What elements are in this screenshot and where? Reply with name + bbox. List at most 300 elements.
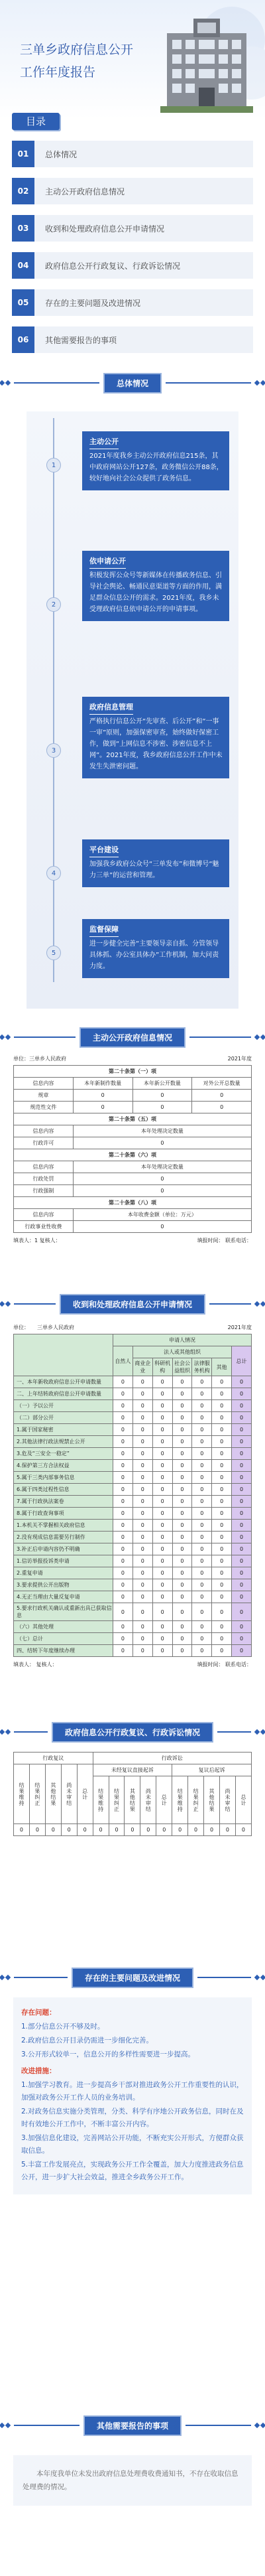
section-title: 存在的主要问题及改进情况 bbox=[72, 1968, 193, 1988]
cell: 0 bbox=[73, 1221, 251, 1233]
table-row bbox=[14, 1496, 252, 1508]
other-text: 本年度我单位未发出政府信息处理费收费通知书，不存在收取信息处理费的情况。 bbox=[23, 2470, 238, 2491]
row-label: 7.属于行政执法案卷 bbox=[14, 1496, 113, 1508]
cell: 0 bbox=[172, 1520, 192, 1532]
cell: 0 bbox=[152, 1460, 172, 1472]
cell: 0 bbox=[232, 1532, 252, 1543]
cell: 0 bbox=[73, 1137, 251, 1149]
cell: 0 bbox=[113, 1603, 133, 1621]
fix-item: 2.对政务信息实施分类管理，分类、科学有序地公开政务信息，同时在及时有效地公开工作中，不断丰富公开内容。 bbox=[21, 2108, 244, 2128]
cell: 0 bbox=[45, 1824, 61, 1836]
cell: 0 bbox=[113, 1633, 133, 1645]
toc-item-1[interactable] bbox=[12, 141, 253, 167]
toc-num: 03 bbox=[12, 215, 34, 242]
cell: 0 bbox=[192, 1633, 212, 1645]
toc-item-4[interactable] bbox=[12, 252, 253, 279]
cell: 0 bbox=[113, 1424, 133, 1436]
cell: 0 bbox=[152, 1376, 172, 1388]
cell: 0 bbox=[232, 1621, 252, 1633]
cell: 0 bbox=[132, 1472, 152, 1484]
cell: 0 bbox=[172, 1388, 192, 1400]
row-label: （二）部分公开 bbox=[14, 1412, 113, 1424]
col-header: 其他结果 bbox=[125, 1776, 140, 1824]
row-label: 3.要求提供公开出版物 bbox=[14, 1579, 113, 1591]
cell: 0 bbox=[132, 1633, 152, 1645]
col-header: 法律服务机构 bbox=[192, 1358, 212, 1376]
cell: 0 bbox=[192, 1424, 212, 1436]
ornament-icon bbox=[255, 1975, 265, 1979]
table-row bbox=[14, 1579, 252, 1591]
cell: 0 bbox=[232, 1567, 252, 1579]
toc-item-6[interactable] bbox=[12, 326, 253, 353]
cell: 0 bbox=[192, 1484, 212, 1496]
row-label: 4.保护第三方合法权益 bbox=[14, 1460, 113, 1472]
col-header: 结果纠正 bbox=[188, 1776, 204, 1824]
year-label: 2021年度 bbox=[227, 1056, 252, 1062]
cell: 0 bbox=[113, 1400, 133, 1412]
col-header: 本年收费金额（单位：万元） bbox=[73, 1209, 251, 1221]
col-header: 对外公开总数量 bbox=[192, 1078, 252, 1090]
cell: 0 bbox=[132, 1496, 152, 1508]
cell: 0 bbox=[172, 1448, 192, 1460]
table-row bbox=[14, 1424, 252, 1436]
timeline-box bbox=[82, 551, 229, 621]
cell: 0 bbox=[132, 1579, 152, 1591]
cell: 0 bbox=[192, 1102, 252, 1113]
cell: 0 bbox=[113, 1460, 133, 1472]
applications-table bbox=[13, 1324, 252, 1668]
cell: 0 bbox=[132, 1436, 152, 1448]
row-label: 5.属于三类内部事务信息 bbox=[14, 1472, 113, 1484]
cell: 0 bbox=[232, 1484, 252, 1496]
row-label: 一、本年新收政府信息公开申请数量 bbox=[14, 1376, 113, 1388]
cell: 0 bbox=[113, 1448, 133, 1460]
cell: 0 bbox=[212, 1376, 232, 1388]
toc-item-5[interactable] bbox=[12, 289, 253, 316]
problem-item: 1.部分信息公开不够及时。 bbox=[21, 2023, 105, 2031]
cell: 0 bbox=[113, 1532, 133, 1543]
step-title: 依申请公开 bbox=[89, 555, 126, 569]
cell: 0 bbox=[152, 1567, 172, 1579]
col-header: 社会公益组织 bbox=[172, 1358, 192, 1376]
cell: 0 bbox=[172, 1400, 192, 1412]
toc-item-3[interactable] bbox=[12, 215, 253, 242]
cell: 0 bbox=[192, 1543, 212, 1555]
cell: 0 bbox=[192, 1508, 212, 1520]
cell: 0 bbox=[192, 1555, 212, 1567]
table-row bbox=[14, 1400, 252, 1412]
government-building-image bbox=[160, 13, 253, 113]
unit-label: 单位： 三单乡人民政府 bbox=[13, 1324, 74, 1330]
active-disclosure-table bbox=[13, 1055, 252, 1244]
ornament-icon bbox=[0, 1730, 10, 1734]
cell: 0 bbox=[152, 1496, 172, 1508]
cell: 0 bbox=[73, 1173, 251, 1185]
step-title: 监督保障 bbox=[89, 924, 119, 937]
col-header: 其他结果 bbox=[204, 1776, 220, 1824]
cell: 0 bbox=[192, 1621, 212, 1633]
cell: 0 bbox=[192, 1448, 212, 1460]
cell: 0 bbox=[172, 1645, 192, 1657]
cell: 0 bbox=[152, 1555, 172, 1567]
cell: 行政许可 bbox=[14, 1137, 74, 1149]
toc-num: 04 bbox=[12, 252, 34, 279]
cell: 0 bbox=[14, 1824, 30, 1836]
cell: 0 bbox=[232, 1400, 252, 1412]
cell: 行政事业性收费 bbox=[14, 1221, 74, 1233]
col-header: 结果维持 bbox=[93, 1776, 109, 1824]
row-label: 1.属于国家秘密 bbox=[14, 1424, 113, 1436]
section-title: 收到和处理政府信息公开申请情况 bbox=[60, 1294, 205, 1315]
cell: 0 bbox=[152, 1448, 172, 1460]
cell: 0 bbox=[132, 1376, 152, 1388]
col-header: 总计 bbox=[235, 1776, 251, 1824]
cell: 0 bbox=[152, 1472, 172, 1484]
step-number: 1 bbox=[46, 458, 61, 472]
footer-left: 填表人：1 复核人： bbox=[13, 1238, 61, 1244]
col-header: 行政诉讼 bbox=[93, 1753, 251, 1764]
cell: 行政处罚 bbox=[14, 1173, 74, 1185]
cell: 0 bbox=[132, 1543, 152, 1555]
toc-num: 01 bbox=[12, 141, 34, 167]
cell: 0 bbox=[204, 1824, 220, 1836]
cell: 0 bbox=[172, 1424, 192, 1436]
cell: 0 bbox=[172, 1555, 192, 1567]
table-subhead: 第二十条第（六）项 bbox=[14, 1149, 252, 1161]
cell: 0 bbox=[113, 1621, 133, 1633]
section-title: 总体情况 bbox=[103, 373, 162, 394]
row-label: 3.补正后申请内容仍不明确 bbox=[14, 1543, 113, 1555]
row-label: 5.要求行政机关确认或重新出具已获取信息 bbox=[14, 1603, 113, 1621]
timeline-box bbox=[82, 839, 229, 887]
cell: 0 bbox=[172, 1603, 192, 1621]
cell: 0 bbox=[152, 1543, 172, 1555]
step-number: 2 bbox=[46, 597, 61, 612]
cell: 0 bbox=[113, 1472, 133, 1484]
cell: 0 bbox=[232, 1496, 252, 1508]
col-header: 信息内容 bbox=[14, 1161, 74, 1173]
toc-badge: 目录 bbox=[12, 113, 60, 130]
col-header: 本年新制作数量 bbox=[73, 1078, 132, 1090]
row-label: 四、结转下年度继续办理 bbox=[14, 1645, 113, 1657]
table-row bbox=[14, 1472, 252, 1484]
cell: 0 bbox=[113, 1645, 133, 1657]
row-label: 1.本机关不掌握相关政府信息 bbox=[14, 1520, 113, 1532]
cell: 0 bbox=[152, 1388, 172, 1400]
cell: 0 bbox=[152, 1520, 172, 1532]
step-text: 进一步健全完善“主要领导亲自抓、分管领导具体抓、办公室具体办”工作机制，加大问责力度。 bbox=[89, 940, 219, 970]
cell: 0 bbox=[132, 1090, 192, 1102]
footer-right: 填报时间： 联系电话： bbox=[197, 1662, 252, 1668]
cell: 0 bbox=[172, 1591, 192, 1603]
cell: 0 bbox=[172, 1621, 192, 1633]
cell: 0 bbox=[232, 1376, 252, 1388]
step-text: 加强我乡政府公众号“三单发布”和微博号“魅力三单”的运营和管理。 bbox=[89, 861, 219, 879]
step-text: 积极发挥公众号等新媒体在传播政务信息、引导社会舆论、畅通民意渠道等方面的作用，满足群众信息公开的需求。2021年度，我乡未受理政府信息依申请公开的申请事项。 bbox=[89, 572, 222, 613]
year-label: 2021年度 bbox=[227, 1324, 252, 1330]
section-title: 主动公开政府信息情况 bbox=[80, 1027, 186, 1048]
table-row bbox=[14, 1460, 252, 1472]
cell: 0 bbox=[192, 1472, 212, 1484]
table-row bbox=[14, 1173, 252, 1185]
row-label: 2.其他法律行政法规禁止公开 bbox=[14, 1436, 113, 1448]
cell: 0 bbox=[232, 1579, 252, 1591]
step-text: 2021年度我乡主动公开政府信息215条，其中政府网站公开127条，政务微信公开88条，较好地向社会公众提供了政务信息。 bbox=[89, 453, 223, 482]
section-title: 政府信息公开行政复议、行政诉讼情况 bbox=[52, 1722, 213, 1743]
col-header: 尚未审结 bbox=[61, 1764, 77, 1824]
cell: 0 bbox=[132, 1603, 152, 1621]
cell: 0 bbox=[192, 1090, 252, 1102]
cell: 0 bbox=[232, 1388, 252, 1400]
section-header-review-litigation bbox=[0, 1722, 265, 1742]
cell: 0 bbox=[235, 1824, 251, 1836]
timeline-line bbox=[53, 418, 54, 982]
cell: 0 bbox=[172, 1508, 192, 1520]
cell: 0 bbox=[212, 1645, 232, 1657]
cell: 0 bbox=[132, 1508, 152, 1520]
table-row bbox=[14, 1412, 252, 1424]
section-header-active-disclosure bbox=[0, 1027, 265, 1047]
cell: 0 bbox=[192, 1376, 212, 1388]
cell: 0 bbox=[212, 1621, 232, 1633]
cell: 0 bbox=[73, 1102, 132, 1113]
cell: 0 bbox=[61, 1824, 77, 1836]
col-header: 信息内容 bbox=[14, 1125, 74, 1137]
cell: 0 bbox=[152, 1436, 172, 1448]
ornament-icon bbox=[255, 1302, 265, 1306]
cell: 0 bbox=[152, 1603, 172, 1621]
table-row bbox=[14, 1388, 252, 1400]
cell: 0 bbox=[172, 1633, 192, 1645]
cell: 0 bbox=[132, 1102, 192, 1113]
row-label: 8.属于行政查询事项 bbox=[14, 1508, 113, 1520]
table-row bbox=[14, 1436, 252, 1448]
section-header-applications bbox=[0, 1294, 265, 1314]
cell: 0 bbox=[172, 1543, 192, 1555]
col-header: 本年处理决定数量 bbox=[73, 1161, 251, 1173]
cell: 0 bbox=[192, 1532, 212, 1543]
cell: 0 bbox=[132, 1484, 152, 1496]
table-of-contents bbox=[12, 141, 253, 364]
table-subhead: 第二十条第（八）项 bbox=[14, 1197, 252, 1209]
table-subhead: 第二十条第（五）项 bbox=[14, 1113, 252, 1125]
cell: 0 bbox=[152, 1645, 172, 1657]
ornament-icon bbox=[0, 2423, 10, 2427]
col-header: 未经复议直接起诉 bbox=[93, 1764, 172, 1776]
table-row bbox=[14, 1508, 252, 1520]
cell: 0 bbox=[192, 1460, 212, 1472]
cell: 0 bbox=[152, 1400, 172, 1412]
col-header: 尚未审结 bbox=[219, 1776, 235, 1824]
cell: 0 bbox=[192, 1591, 212, 1603]
cell: 0 bbox=[212, 1579, 232, 1591]
cell: 0 bbox=[192, 1645, 212, 1657]
cell: 0 bbox=[212, 1591, 232, 1603]
cell: 行政强制 bbox=[14, 1185, 74, 1197]
cell: 0 bbox=[113, 1579, 133, 1591]
row-label: （一）予以公开 bbox=[14, 1400, 113, 1412]
step-number: 4 bbox=[46, 866, 61, 881]
cell: 0 bbox=[219, 1824, 235, 1836]
cell: 0 bbox=[156, 1824, 172, 1836]
col-header: 结果维持 bbox=[172, 1776, 188, 1824]
cell: 0 bbox=[232, 1645, 252, 1657]
table-row bbox=[14, 1645, 252, 1657]
table-row bbox=[14, 1824, 252, 1836]
cell: 0 bbox=[113, 1591, 133, 1603]
cell: 0 bbox=[152, 1508, 172, 1520]
cell: 0 bbox=[192, 1400, 212, 1412]
cell: 0 bbox=[192, 1520, 212, 1532]
col-header: 结果纠正 bbox=[109, 1776, 125, 1824]
table-row bbox=[14, 1137, 252, 1149]
cell: 0 bbox=[152, 1621, 172, 1633]
toc-label: 收到和处理政府信息公开申请情况 bbox=[45, 224, 165, 234]
cell: 0 bbox=[192, 1436, 212, 1448]
table-row bbox=[14, 1185, 252, 1197]
cell: 0 bbox=[172, 1460, 192, 1472]
cell: 0 bbox=[188, 1824, 204, 1836]
toc-label: 主动公开政府信息情况 bbox=[45, 186, 125, 196]
cell: 0 bbox=[212, 1484, 232, 1496]
cell: 0 bbox=[152, 1591, 172, 1603]
table-row bbox=[14, 1621, 252, 1633]
cell: 0 bbox=[212, 1472, 232, 1484]
table-row bbox=[14, 1543, 252, 1555]
cell: 0 bbox=[212, 1436, 232, 1448]
ornament-icon bbox=[0, 1975, 10, 1979]
col-header: 尚未审结 bbox=[140, 1776, 156, 1824]
toc-label: 政府信息公开行政复议、行政诉讼情况 bbox=[45, 261, 181, 271]
table-row bbox=[14, 1532, 252, 1543]
table-row bbox=[14, 1603, 252, 1621]
ornament-icon bbox=[0, 1302, 10, 1306]
col-header: 总计 bbox=[232, 1346, 252, 1376]
cell: 0 bbox=[212, 1460, 232, 1472]
table-row bbox=[14, 1567, 252, 1579]
col-header: 科研机构 bbox=[152, 1358, 172, 1376]
cell: 0 bbox=[232, 1448, 252, 1460]
table-row bbox=[14, 1448, 252, 1460]
section-header-other bbox=[0, 2415, 265, 2435]
table-row bbox=[14, 1221, 252, 1233]
cell: 0 bbox=[113, 1543, 133, 1555]
cell: 0 bbox=[192, 1603, 212, 1621]
cell: 0 bbox=[212, 1543, 232, 1555]
col-header: 商业企业 bbox=[132, 1358, 152, 1376]
cell: 规章 bbox=[14, 1090, 74, 1102]
col-header: 自然人 bbox=[113, 1346, 133, 1376]
row-label: 2.没有现成信息需要另行制作 bbox=[14, 1532, 113, 1543]
cell: 0 bbox=[232, 1412, 252, 1424]
cell: 0 bbox=[73, 1090, 132, 1102]
row-label: 6.属于四类过程性信息 bbox=[14, 1484, 113, 1496]
cell: 0 bbox=[113, 1388, 133, 1400]
cell: 0 bbox=[232, 1633, 252, 1645]
cell: 0 bbox=[232, 1555, 252, 1567]
cell: 0 bbox=[152, 1412, 172, 1424]
page-title: 三单乡政府信息公开 工作年度报告 bbox=[20, 42, 134, 80]
step-title: 主动公开 bbox=[89, 436, 119, 449]
cell: 0 bbox=[212, 1555, 232, 1567]
corner-cell bbox=[14, 1334, 113, 1376]
cell: 0 bbox=[132, 1555, 152, 1567]
fixes-heading: 改进措施： bbox=[21, 2067, 56, 2075]
col-header: 信息内容 bbox=[14, 1209, 74, 1221]
cell: 0 bbox=[212, 1603, 232, 1621]
cell: 0 bbox=[132, 1448, 152, 1460]
cell: 0 bbox=[172, 1436, 192, 1448]
problem-item: 3.公开形式较单一，信息公开的多样性需要进一步提高。 bbox=[21, 2050, 195, 2058]
row-label: 3.危及“三安全一稳定” bbox=[14, 1448, 113, 1460]
col-header: 结果纠正 bbox=[29, 1764, 45, 1824]
cell: 0 bbox=[132, 1520, 152, 1532]
cell: 0 bbox=[113, 1376, 133, 1388]
cell: 0 bbox=[125, 1824, 140, 1836]
cell: 0 bbox=[113, 1436, 133, 1448]
footer-left: 填表人： 复核人： bbox=[13, 1662, 58, 1668]
col-header: 总计 bbox=[77, 1764, 93, 1824]
cell: 规范性文件 bbox=[14, 1102, 74, 1113]
section-header-overall bbox=[0, 373, 265, 393]
cell: 0 bbox=[212, 1400, 232, 1412]
unit-label: 单位：三单乡人民政府 bbox=[13, 1056, 66, 1062]
cell: 0 bbox=[172, 1567, 192, 1579]
cell: 0 bbox=[232, 1424, 252, 1436]
fix-item: 1.加强学习教育。进一步提高乡干部对推进政务公开工作重要性的认识，加强对政务公开工作人员的业务培训。 bbox=[21, 2081, 244, 2102]
row-label: 4.无正当理由大量反复申请 bbox=[14, 1591, 113, 1603]
fix-item: 3.加强信息化建设，完善网站公开功能，不断充实公开形式，方便群众获取信息。 bbox=[21, 2134, 244, 2155]
table-row bbox=[14, 1102, 252, 1113]
cell: 0 bbox=[172, 1496, 192, 1508]
cell: 0 bbox=[132, 1645, 152, 1657]
cell: 0 bbox=[73, 1185, 251, 1197]
col-header: 总计 bbox=[156, 1776, 172, 1824]
footer-right: 填报时间： 联系电话： bbox=[197, 1238, 252, 1244]
toc-item-2[interactable] bbox=[12, 178, 253, 204]
cell: 0 bbox=[212, 1520, 232, 1532]
cell: 0 bbox=[212, 1567, 232, 1579]
cell: 0 bbox=[212, 1424, 232, 1436]
cell: 0 bbox=[172, 1376, 192, 1388]
cell: 0 bbox=[140, 1824, 156, 1836]
cell: 0 bbox=[109, 1824, 125, 1836]
col-header: 法人或其他组织 bbox=[132, 1346, 231, 1358]
cell: 0 bbox=[113, 1508, 133, 1520]
toc-label: 其他需要报告的事项 bbox=[45, 335, 117, 345]
col-header: 申请人情况 bbox=[113, 1334, 252, 1346]
cell: 0 bbox=[232, 1508, 252, 1520]
step-number: 3 bbox=[46, 743, 61, 758]
toc-label: 存在的主要问题及改进情况 bbox=[45, 298, 141, 308]
cell: 0 bbox=[212, 1448, 232, 1460]
cell: 0 bbox=[113, 1567, 133, 1579]
cell: 0 bbox=[132, 1621, 152, 1633]
cell: 0 bbox=[113, 1520, 133, 1532]
row-label: （六）其他处理 bbox=[14, 1621, 113, 1633]
header bbox=[0, 0, 265, 119]
cell: 0 bbox=[172, 1824, 188, 1836]
step-number: 5 bbox=[46, 946, 61, 960]
toc-num: 02 bbox=[12, 178, 34, 204]
cell: 0 bbox=[172, 1579, 192, 1591]
cell: 0 bbox=[232, 1603, 252, 1621]
cell: 0 bbox=[212, 1496, 232, 1508]
cell: 0 bbox=[113, 1555, 133, 1567]
timeline-box bbox=[82, 431, 229, 490]
cell: 0 bbox=[132, 1412, 152, 1424]
step-title: 政府信息管理 bbox=[89, 701, 133, 715]
